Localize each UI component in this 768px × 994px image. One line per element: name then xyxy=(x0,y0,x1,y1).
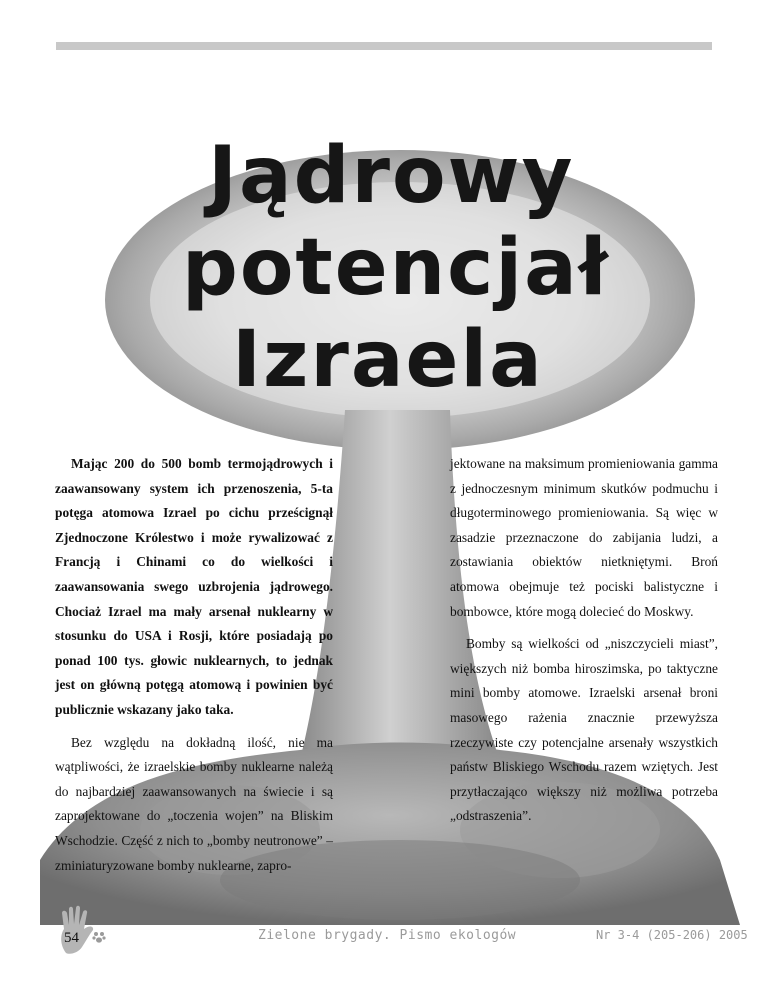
issue-number: Nr 3-4 (205-206) 2005 xyxy=(596,928,748,942)
article-column-right xyxy=(450,452,718,829)
body-paragraph: jektowane na maksimum promieniowania gamma z jednoczesnym minimum skutków podmuchu i długoterminowego promieniowania. Są więc w zasadzie przeznaczone do zabijania ludzi, a zostawiania obiektów nietkniętymi. Broń atomowa obejmuje też pociski balistyczne i bombowce, które mogą dolecieć do Moskwy. xyxy=(450,456,718,619)
title-line-1: Jądrowy xyxy=(208,131,575,221)
body-paragraph: Bez względu na dokładną ilość, nie ma wątpliwości, że izraelskie bomby nuklearne należą do najbardziej zaawansowanych na świecie i są zaprojektowane do „toczenia wojen” na Bliskim Wschodzie. Część z nich to „bomby neutronowe” – zminiaturyzowane bomby nuklearne, zapro- xyxy=(55,734,333,873)
title-line-3: Izraela xyxy=(232,315,544,405)
body-paragraph: Bomby są wielkości od „niszczycieli miast”, większych niż bomba hiroszimska, po taktyczne mini bomby atomowe. Izraelski arsenał broni masowego rażenia znacznie przewyższa rzeczywiste czy potencjalne arsenały wszystkich państw Bliskiego Wschodu razem wziętych. Jest przytłaczająco większy niż możliwa potrzeba „odstraszenia”. xyxy=(450,636,718,824)
paw-icon xyxy=(92,930,106,944)
publication-name: Zielone brygady. Pismo ekologów xyxy=(258,928,517,943)
article-title xyxy=(150,130,620,406)
title-line-2: potencjał xyxy=(182,223,610,313)
page-number: 54 xyxy=(64,930,79,946)
lead-paragraph: Mając 200 do 500 bomb termojądrowych i zaawansowany system ich przenoszenia, 5-ta potęga atomowa Izrael po cichu prześcignął Zjednoczone Królestwo i może rywalizować z Francją i Chinami co do wielkości i zaawansowania swego uzbrojenia jądrowego. Chociaż Izrael ma mały arsenał nuklearny w stosunku do USA i Rosji, które posiadają po ponad 100 tys. głowic nuklearnych, to jednak jest on główną potęgą atomową i powinien być publicznie wskazany jako taka. xyxy=(55,456,333,717)
article-column-left xyxy=(55,452,333,878)
